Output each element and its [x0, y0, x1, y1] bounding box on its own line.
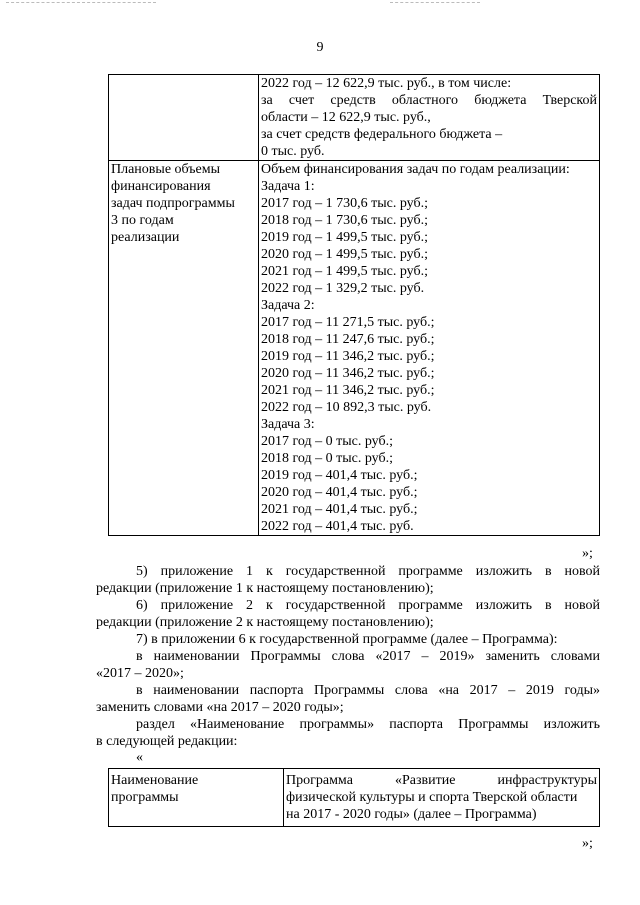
paragraph-line: редакции (приложение 2 к настоящему постановлению); — [96, 615, 434, 630]
cell-line: 2019 год – 401,4 тыс. руб.; — [261, 468, 418, 483]
cell-line: физической культуры и спорта Тверской области — [286, 790, 578, 805]
paragraph-line: в наименовании Программы слова «2017 – 2019» заменить словами — [136, 649, 600, 664]
cell-line: Задача 3: — [261, 417, 315, 432]
paragraph-section-edit — [96, 716, 600, 750]
cell-line: 2018 год – 1 730,6 тыс. руб.; — [261, 213, 428, 228]
top-scan-line — [6, 2, 156, 3]
table-cell-empty — [109, 75, 259, 161]
cell-line: Объем финансирования задач по годам реализации: — [261, 162, 570, 177]
paragraph-line: раздел «Наименование программы» паспорта Программы изложить — [136, 717, 600, 732]
cell-line: за счет средств областного бюджета Тверской — [261, 93, 597, 108]
subprogram-financing-table — [108, 74, 600, 536]
table-cell-label — [109, 161, 259, 536]
cell-line: 2022 год – 12 622,9 тыс. руб., в том числе: — [261, 76, 512, 91]
program-name-table — [108, 768, 600, 827]
cell-line: 2021 год – 1 499,5 тыс. руб.; — [261, 264, 428, 279]
table-row — [109, 769, 600, 827]
cell-line: задач подпрограммы — [111, 196, 235, 211]
cell-line: 2017 год – 1 730,6 тыс. руб.; — [261, 196, 428, 211]
paragraph-program-name — [96, 648, 600, 682]
cell-line: области – 12 622,9 тыс. руб., — [261, 110, 431, 125]
cell-line: Наименование — [111, 773, 199, 788]
cell-line: 2018 год – 0 тыс. руб.; — [261, 451, 393, 466]
paragraph-passport-name — [96, 682, 600, 716]
paragraph-line: 6) приложение 2 к государственной программе изложить в новой — [136, 598, 600, 613]
paragraph-line: заменить словами «на 2017 – 2020 годы»; — [96, 700, 344, 715]
cell-line: 2022 год – 1 329,2 тыс. руб. — [261, 281, 425, 296]
cell-line: финансирования — [111, 179, 211, 194]
cell-line: 2022 год – 401,4 тыс. руб. — [261, 519, 414, 534]
closing-quote: »; — [582, 836, 593, 851]
paragraph-item-7: 7) в приложении 6 к государственной программе (далее – Программа): — [136, 632, 558, 647]
table-cell-label — [109, 769, 284, 827]
paragraph-line: 5) приложение 1 к государственной программе изложить в новой — [136, 564, 600, 579]
cell-line: 2018 год – 11 247,6 тыс. руб.; — [261, 332, 435, 347]
cell-line: 3 по годам — [111, 213, 174, 228]
top-scan-line — [390, 2, 480, 3]
page-number: 9 — [316, 40, 324, 55]
cell-line: 2017 год – 11 271,5 тыс. руб.; — [261, 315, 435, 330]
cell-line: на 2017 - 2020 годы» (далее – Программа) — [286, 807, 537, 822]
closing-quote: »; — [582, 546, 593, 561]
paragraph-line: редакции (приложение 1 к настоящему постановлению); — [96, 581, 434, 596]
cell-line: за счет средств федерального бюджета – — [261, 127, 503, 142]
cell-line: Программа «Развитие инфраструктуры — [286, 773, 597, 788]
cell-line: 2019 год – 11 346,2 тыс. руб.; — [261, 349, 435, 364]
cell-line: 2020 год – 11 346,2 тыс. руб.; — [261, 366, 435, 381]
cell-line: 2022 год – 10 892,3 тыс. руб. — [261, 400, 432, 415]
table-cell-task-financing — [259, 161, 600, 536]
cell-line: 2020 год – 1 499,5 тыс. руб.; — [261, 247, 428, 262]
paragraph-item-6 — [96, 597, 600, 631]
cell-line: 2021 год – 401,4 тыс. руб.; — [261, 502, 418, 517]
paragraph-line: «2017 – 2020»; — [96, 666, 184, 681]
table-row — [109, 161, 600, 536]
cell-line: Задача 1: — [261, 179, 315, 194]
table-row — [109, 75, 600, 161]
cell-line: 2017 год – 0 тыс. руб.; — [261, 434, 393, 449]
paragraph-line: в следующей редакции: — [96, 734, 238, 749]
cell-line: 2019 год – 1 499,5 тыс. руб.; — [261, 230, 428, 245]
opening-quote: « — [136, 750, 143, 765]
paragraph-item-5 — [96, 563, 600, 597]
table-cell-program-name — [284, 769, 600, 827]
cell-line: программы — [111, 790, 179, 805]
cell-line: 2021 год – 11 346,2 тыс. руб.; — [261, 383, 435, 398]
cell-line: 2020 год – 401,4 тыс. руб.; — [261, 485, 418, 500]
cell-line: реализации — [111, 230, 180, 245]
cell-line: Плановые объемы — [111, 162, 221, 177]
paragraph-line: в наименовании паспорта Программы слова «на 2017 – 2019 годы» — [136, 683, 600, 698]
cell-line: Задача 2: — [261, 298, 315, 313]
cell-line: 0 тыс. руб. — [261, 144, 325, 159]
table-cell-financing-2022 — [259, 75, 600, 161]
